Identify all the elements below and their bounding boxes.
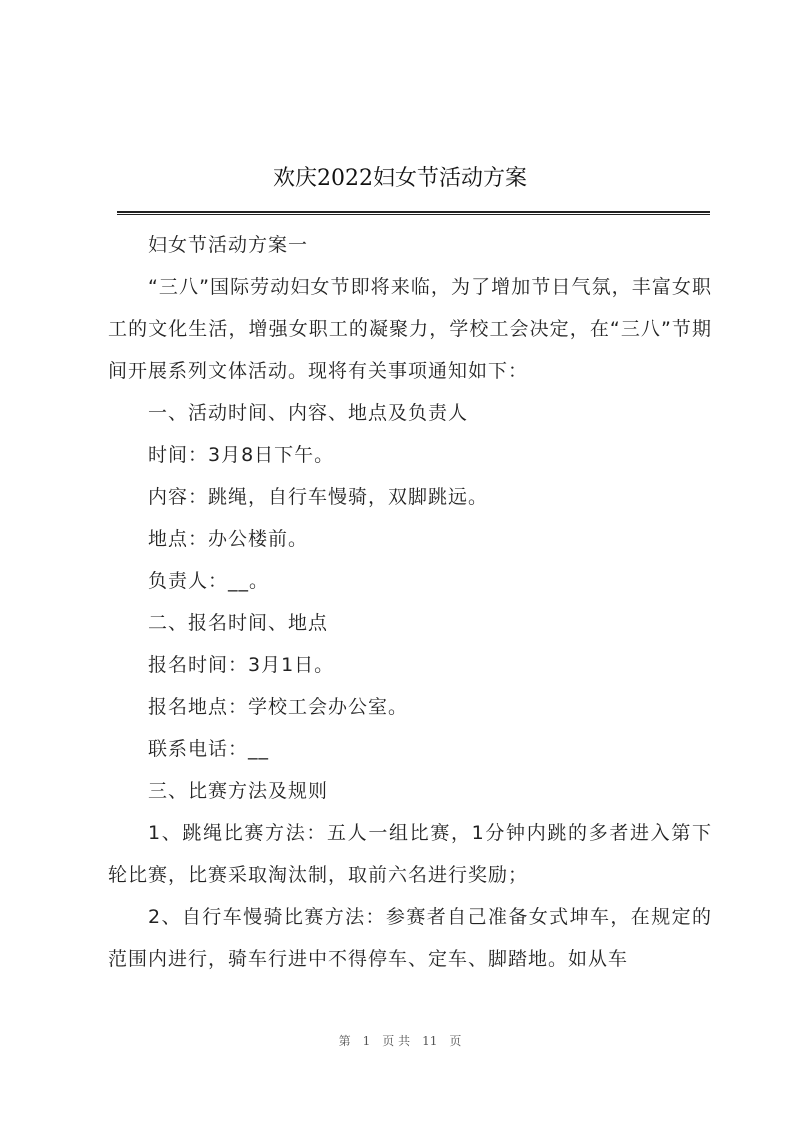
paragraph: 三、比赛方法及规则 bbox=[148, 780, 329, 802]
paragraph: 一、活动时间、内容、地点及负责人 bbox=[148, 402, 469, 424]
paragraph: 负责人：__。 bbox=[148, 570, 270, 592]
footer-label-pages: 页 bbox=[449, 1034, 462, 1048]
paragraph: 2、自行车慢骑比赛方法：参赛者自己准备女式坤车，在规定的范围内进行，骑车行进中不得停车、定车、脚踏地。如从车 bbox=[108, 906, 712, 970]
footer-label-page: 第 bbox=[338, 1034, 351, 1048]
document-body bbox=[108, 224, 712, 980]
paragraph: 报名地点：学校工会办公室。 bbox=[148, 696, 409, 718]
paragraph: 内容：跳绳，自行车慢骑，双脚跳远。 bbox=[148, 486, 489, 508]
paragraph: 二、报名时间、地点 bbox=[148, 612, 329, 634]
paragraph: 报名时间：3月1日。 bbox=[148, 654, 335, 676]
paragraph: 时间：3月8日下午。 bbox=[148, 444, 335, 466]
footer-total-pages: 11 bbox=[422, 1034, 438, 1048]
footer-label-of: 页 共 bbox=[382, 1034, 411, 1048]
paragraph: 地点：办公楼前。 bbox=[148, 528, 309, 550]
document-title: 欢庆2022妇女节活动方案 bbox=[273, 166, 527, 191]
title-divider bbox=[117, 211, 710, 215]
paragraph: 1、跳绳比赛方法：五人一组比赛，1分钟内跳的多者进入第下轮比赛，比赛采取淘汰制，取前六名进行奖励； bbox=[108, 822, 712, 886]
footer-current-page: 1 bbox=[362, 1034, 371, 1048]
paragraph: “三八”国际劳动妇女节即将来临，为了增加节日气氛，丰富女职工的文化生活，增强女职工的凝聚力，学校工会决定，在“三八”节期间开展系列文体活动。现将有关事项通知如下： bbox=[108, 276, 712, 382]
paragraph: 联系电话：__ bbox=[148, 738, 270, 760]
paragraph: 妇女节活动方案一 bbox=[148, 234, 309, 256]
page-footer bbox=[0, 1033, 800, 1049]
